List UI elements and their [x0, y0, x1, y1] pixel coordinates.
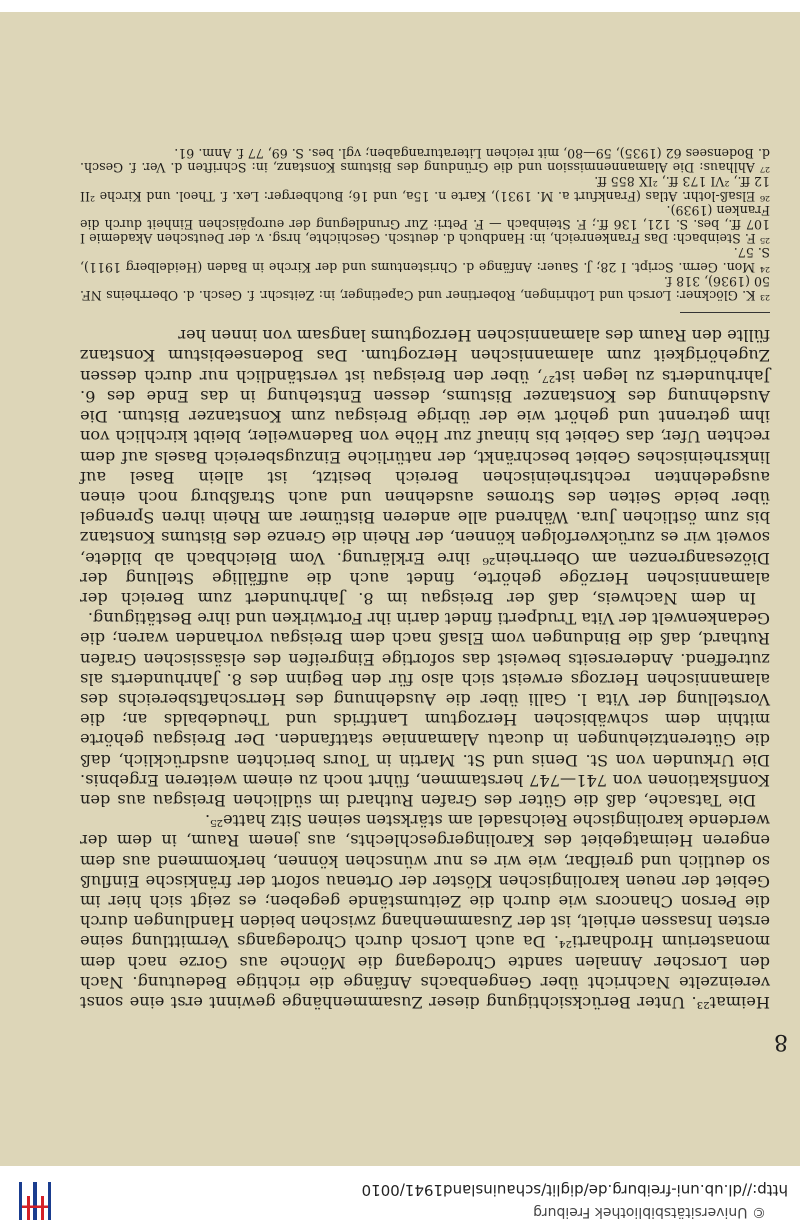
footnotes [80, 146, 770, 302]
footnote: ²³ K. Glöckner: Lorsch und Lothringen, Robertiner und Capetinger, in: Zeitschr. f. Gesch. d. Oberrheins NF. 50 (1936), 318 f. [80, 273, 770, 304]
footnote-separator [680, 312, 770, 313]
paragraph: Die Tatsache, daß die Güter des Grafen Ruthard im südlichen Breisgau aus den Konfiskationen von 741—747 herstammen, führt noch zu einem weiteren Ergebnis. Die Urkunden von St. Denis und St. Martin in Tours berichten ausdrücklich, daß die Güterentziehungen in ducatu Alamanniae stattfanden. Der Breisgau gehörte mithin dem schwäbischen Herzogtum Lantfrids und Theudebalds an; die Vorstellung der Vita l. Galli über die Ausdehnung des Herrschaftsbereichs des alamannischen Herzogs erweist sich also für den Beginn des 8. Jahrhunderts als zutreffend. Andererseits beweist das sofortige Eingreifen des elsässischen Grafen Ruthard, daß die Bindungen vom Elsaß nach dem Breisgau vorhanden waren; die Gedankenwelt der Vita Trudperti findet darin ihr Fortwirken und ihre Bestätigung. [80, 609, 770, 810]
university-library-logo [12, 1180, 58, 1222]
institution-label: © Universitätsbibliothek Freiburg [533, 1204, 766, 1220]
footnote: ²⁶ Elsaß-lothr. Atlas (Frankfurt a. M. 1931), Karte n. 15a, und 16; Buchberger: Lex. f. Theol. und Kirche ²II 12 ff., ²VI 173 ff., ²IX 855 ff. [80, 174, 770, 204]
footnote: ²⁴ Mon. Germ. Script. I 28; J. Sauer: Anfänge d. Christentums und der Kirche in Baden (Heidelberg 1911), S. 57. [80, 245, 770, 275]
page-edge [0, 0, 800, 12]
page-number: 8 [774, 1029, 788, 1054]
page-content [80, 146, 770, 1012]
body-text [80, 325, 770, 1012]
digitization-url[interactable]: http://dl.ub.uni-freiburg.de/diglit/schauinsland1941/0010 [361, 1181, 788, 1199]
library-header [0, 1162, 800, 1224]
footnote: ²⁷ Ahlhaus: Die Alamannenmission und die Gründung des Bistums Konstanz, in: Schriften d. Ver. f. Gesch. d. Bodensees 62 (1935), 59—80, mit reichen Literaturangaben; vgl. bes. S. 69, 77 f. Anm. 61. [80, 146, 770, 176]
footnote: ²⁵ F. Steinbach: Das Frankenreich, in: Handbuch d. deutsch. Geschichte, hrsg. v. der Deutschen Akademie I 107 ff., bes. S. 121, 136 ff.; F. Steinbach — F. Petri: Zur Grundlegung der europäischen Einheit durch die Franken (1939). [80, 202, 770, 247]
paragraph: Heimat²³. Unter Berücksichtigung dieser Zusammenhänge gewinnt erst eine sonst vereinzelte Nachricht über Gengenbachs Anfänge die richtige Bedeutung. Nach den Lorscher Annalen sandte Chrodegang die Mönche aus Gorze nach dem monasterium Hrodharti²⁴. Da auch Lorsch durch Chrodegangs Vermittlung seine ersten Insassen erhielt, ist der Zusammenhang zwischen beiden Handlungen durch die Person Chancors wie durch die Zeitumstände gegeben; es zeigt sich hier im Gebiet der neuen karolingischen Klöster der Ortenau sofort der fränkische Einfluß so deutlich und greifbar, wie wir es nur wünschen können, herkommend aus dem engeren Heimatgebiet des Karolingergeschlechts, aus jenem Raum, in dem der werdende karolingische Reichsadel am stärksten seinen Sitz hatte²⁵. [80, 811, 770, 1012]
paragraph: In dem Nachweis, daß der Breisgau im 8. Jahrhundert zum Bereich der alamannischen Herzöge gehörte, findet auch die auffällige Stellung der Diözesangrenzen am Oberrhein²⁶ ihre Erklärung. Vom Bleichbach ab bildete, soweit wir es zurückverfolgen können, der Rhein die Grenze des Bistums Konstanz bis zum östlichen Jura. Während alle anderen Bistümer am Rhein ihren Sprengel über beide Seiten des Stromes ausdehnen und auch Straßburg noch einen ausgedehnten rechtsrheinischen Bereich besitzt, ist allein Basel auf linksrheinisches Gebiet beschränkt, der natürliche Einzugsbereich Basels auf dem rechten Ufer, das Gebiet bis hinauf zur Höhe von Badenweiler, bleibt kirchlich von ihm getrennt und gehört wie der übrige Breisgau zum Konstanzer Bistum. Die Ausdehnung des Konstanzer Bistums, dessen Entstehung in das Ende des 6. Jahrhunderts zu legen ist²⁷, über den Breisgau ist verständlich nur durch dessen Zugehörigkeit zum alamannischen Herzogtum. Das Bodenseebistum Konstanz füllte den Raum des alamannischen Herzogtums langsam von innen her [80, 326, 770, 608]
